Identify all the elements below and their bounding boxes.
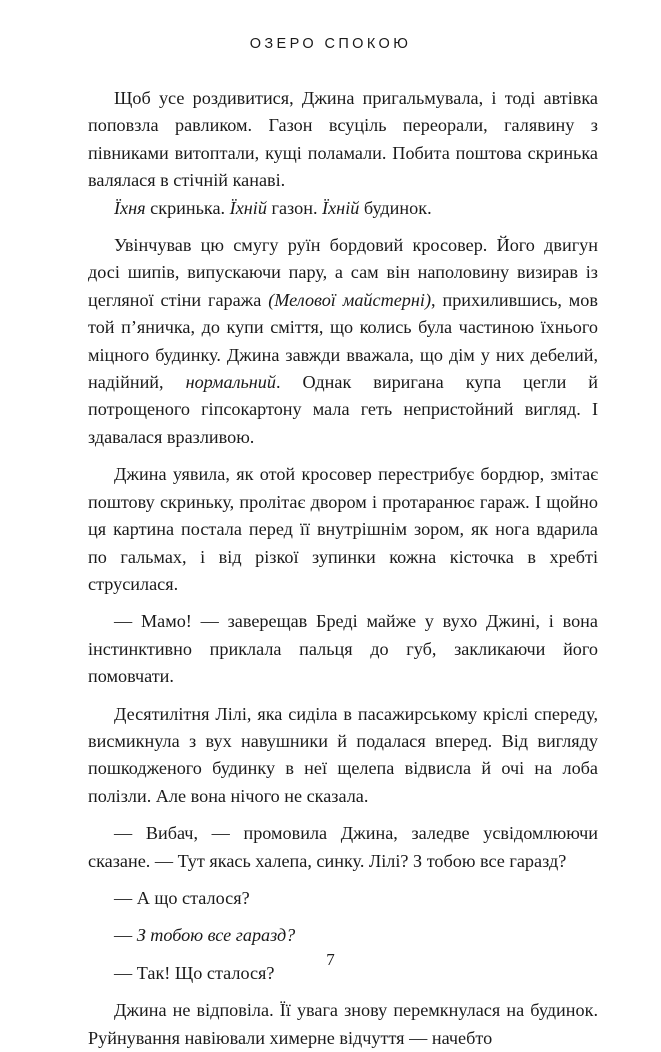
paragraph — [88, 820, 598, 875]
page-number: 7 — [326, 950, 335, 969]
paragraph — [88, 922, 598, 949]
text-run: — А що сталося? — [114, 887, 250, 908]
italic-text: Їхній — [322, 197, 360, 218]
text-run: Джина уявила, як отой кросовер перестрибує бордюр, змітає поштову скриньку, пролітає двором і протаранює гараж. І щойно ця картина постала перед її внутрішнім зором, як нога вдарила по гальмах, і від різкої зупинки кожна кісточка в хребті струсилася. — [88, 464, 598, 594]
paragraph — [88, 701, 598, 811]
italic-text: З тобою все гаразд? — [136, 925, 296, 946]
paragraph — [88, 85, 598, 195]
text-run: газон. — [266, 197, 323, 218]
text-run: — — [114, 925, 137, 946]
paragraph — [88, 461, 598, 598]
paragraph — [88, 232, 598, 451]
running-header: ОЗЕРО СПОКОЮ — [249, 36, 412, 52]
text-run: Десятилітня Лілі, яка сиділа в пасажирському кріслі спереду, висмикнула з вух навушники й подалася вперед. Від вигляду пошкодженого будинку в неї щелепа відвисла й очі на лоба полізли. Але вона нічого не сказала. — [88, 703, 598, 806]
text-run: будинок. — [359, 197, 432, 218]
italic-text: (Мелової майстерні) — [268, 289, 432, 310]
text-run: Щоб усе роздивитися, Джина пригальмувала, і тоді автівка поповзла равликом. Газон всуціль переорали, галявину з півниками витоптали, кущі поламали. Побита поштова скринька валялася в стічній канаві. — [88, 88, 598, 191]
paragraph — [88, 608, 598, 690]
text-run: — Так! Що сталося? — [114, 962, 275, 983]
text-run: — Мамо! — заверещав Бреді майже у вухо Джині, і вона інстинктивно приклала пальця до губ, закликаючи його помовчати. — [88, 611, 598, 687]
paragraph — [88, 195, 598, 222]
text-run: . Однак виригана купа цегли й потрощеного гіпсокартону мала геть непристойний вигляд. І здавалася вразливою. — [88, 372, 598, 447]
text-run: скринька. — [145, 197, 230, 218]
paragraph — [88, 997, 598, 1052]
text-run: Джина не відповіла. Її увага знову перемкнулася на будинок. Руйнування навіювали химерне відчуття — начебто — [88, 1000, 598, 1048]
italic-text: нормальний — [185, 372, 276, 393]
text-run: — Вибач, — промовила Джина, заледве усвідомлюючи сказане. — Тут якась халепа, синку. Лілі? З тобою все гаразд? — [88, 823, 598, 871]
italic-text: Їхній — [229, 197, 267, 218]
text-run: , прихилившись, мов той п’яничка, до купи сміття, що колись була частиною їхнього міцного будинку. Джина завжди вважала, що дім у них дебелий, надійний, — [88, 289, 598, 393]
body-text — [88, 85, 598, 1052]
text-run: Увінчував цю смугу руїн бордовий кросовер. Його двигун досі шипів, випускаючи пару, а сам він наполовину визирав із цегляної стіни гаража — [88, 235, 598, 310]
paragraph — [88, 885, 598, 912]
italic-text: Їхня — [114, 197, 146, 218]
